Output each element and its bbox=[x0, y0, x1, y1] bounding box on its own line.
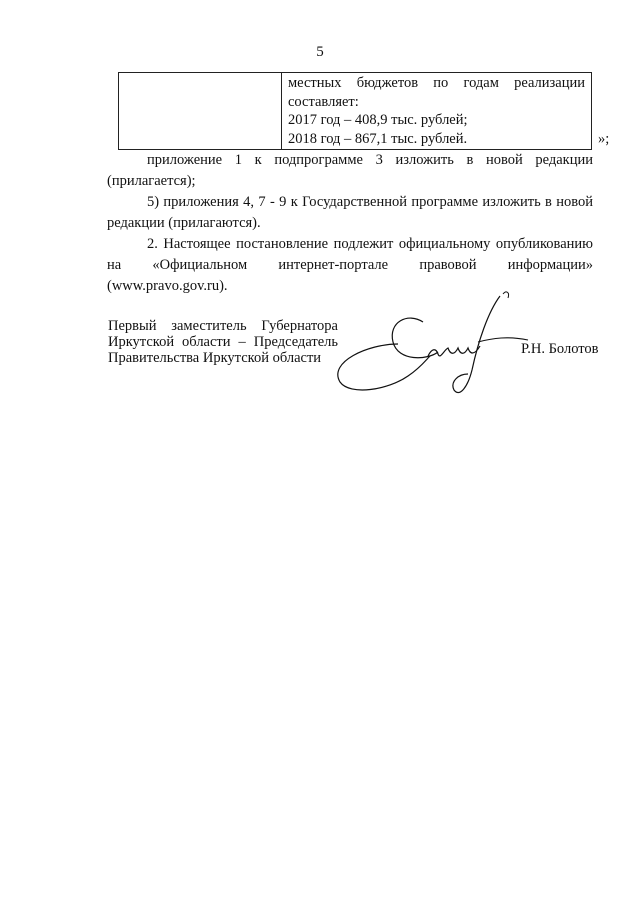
table-line: составляет: bbox=[288, 93, 359, 110]
paragraph-appendices-4-9 bbox=[107, 192, 593, 234]
paragraph-line: на «Официальном интернет-портале правовой информации» bbox=[107, 257, 593, 273]
signer-name: Р.Н. Болотов bbox=[521, 341, 599, 357]
paragraph-appendix-1 bbox=[107, 150, 593, 192]
closing-quote: »; bbox=[598, 131, 610, 147]
paragraph-line: (www.pravo.gov.ru). bbox=[107, 278, 228, 294]
table-cell-empty bbox=[119, 73, 282, 150]
paragraph-line: 2. Настоящее постановление подлежит официальному опубликованию bbox=[147, 236, 593, 252]
paragraph-line: 5) приложения 4, 7 - 9 к Государственной программе изложить в новой bbox=[147, 194, 593, 210]
table-line: 2017 год – 408,9 тыс. рублей; bbox=[288, 112, 468, 128]
paragraph-line: (прилагается); bbox=[107, 173, 196, 189]
table-line: 2018 год – 867,1 тыс. рублей. bbox=[288, 130, 468, 147]
signatory-position bbox=[108, 318, 338, 366]
budget-table bbox=[118, 72, 592, 150]
page-number: 5 bbox=[316, 44, 324, 60]
position-line: Первый заместитель Губернатора bbox=[108, 318, 338, 334]
position-line: Иркутской области – Председатель bbox=[108, 334, 338, 350]
table-row bbox=[119, 73, 592, 150]
handwritten-signature bbox=[328, 282, 538, 402]
paragraph-line: редакции (прилагаются). bbox=[107, 215, 261, 231]
position-line: Правительства Иркутской области bbox=[108, 350, 322, 366]
table-cell-text bbox=[282, 73, 592, 150]
table-line: местных бюджетов по годам реализации bbox=[288, 75, 585, 91]
paragraph-line: приложение 1 к подпрограмме 3 изложить в новой редакции bbox=[147, 152, 593, 168]
